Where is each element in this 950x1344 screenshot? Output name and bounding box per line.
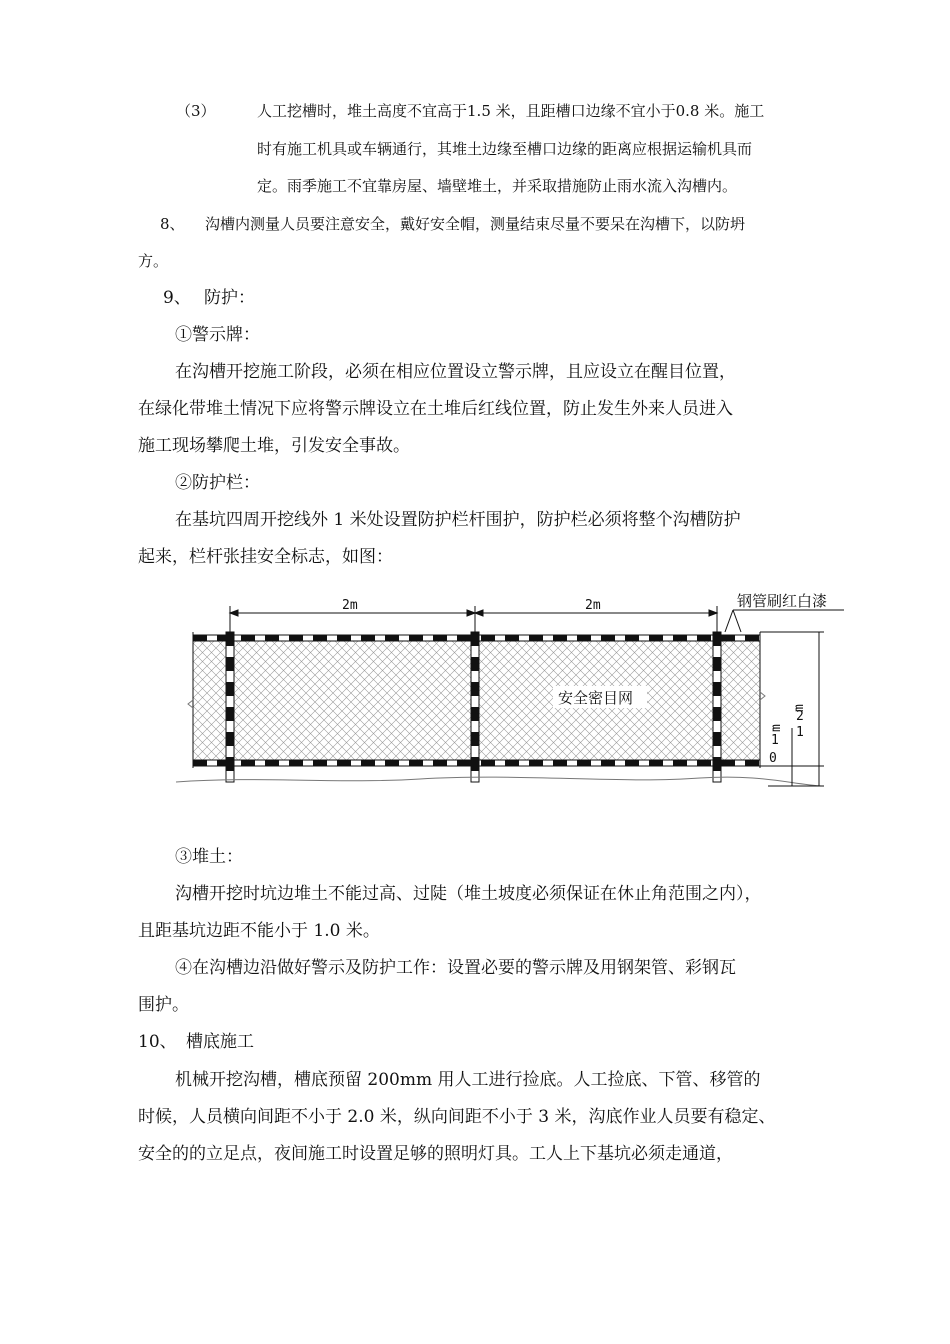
paragraph-line: 定。雨季施工不宜靠房屋、墙壁堆土，并采取措施防止雨水流入沟槽内。 [257,177,738,195]
paragraph-line: 围护。 [138,995,189,1015]
height-digit-upper: 2 [796,709,804,724]
paragraph-line: 施工现场攀爬土堆，引发安全事故。 [138,436,410,456]
paragraph-line: 在绿化带堆土情况下应将警示牌设立在土堆后红线位置，防止发生外来人员进入 [138,399,733,419]
paragraph-line: 安全的的立足点，夜间施工时设置足够的照明灯具。工人上下基坑必须走通道， [138,1144,733,1164]
paragraph-line: 方。 [138,252,169,270]
item-number: 9、 [163,288,191,308]
item-number: （3） [176,102,216,120]
item-number: 10、 [138,1032,177,1052]
subsection-title: ③堆土： [175,847,243,867]
post-right [713,632,721,782]
paragraph-line: 在基坑四周开挖线外 1 米处设置防护栏杆围护，防护栏必须将整个沟槽防护 [175,510,741,530]
paragraph-line: 人工挖槽时，堆土高度不宜高于1.5 米，且距槽口边缘不宜小于0.8 米。施工 [257,102,765,120]
subsection-title: ①警示牌： [175,325,260,345]
span-label-right: 2m [585,598,601,613]
height-digit-upper: 1 [796,725,804,740]
ground-line [176,777,822,786]
item-number: 8、 [160,215,185,233]
section-title: 防护： [204,288,255,308]
dimension-line [230,606,717,632]
pipe-label: 钢管刷红白漆 [737,592,828,610]
post-middle [471,632,479,782]
height-unit-upper: m [792,704,807,712]
paragraph-line: ④在沟槽边沿做好警示及防护工作：设置必要的警示牌及用钢架管、彩钢瓦 [175,958,736,978]
guardrail-figure [0,580,950,810]
height-unit-lower: m [769,724,784,732]
paragraph-line: 机械开挖沟槽，槽底预留 200mm 用人工进行捡底。人工捡底、下管、移管的 [175,1070,761,1090]
paragraph-line: 沟槽开挖时坑边堆土不能过高、过陡（堆土坡度必须保证在休止角范围之内）， [175,884,762,904]
paragraph-line: 沟槽内测量人员要注意安全，戴好安全帽，测量结束尽量不要呆在沟槽下，以防坍 [205,215,746,233]
net-label: 安全密目网 [558,689,634,707]
span-label-left: 2m [342,598,358,613]
height-digit-lower: 1 [771,733,779,748]
section-title: 槽底施工 [186,1032,254,1052]
paragraph-line: 在沟槽开挖施工阶段，必须在相应位置设立警示牌，且应设立在醒目位置， [175,362,736,382]
post-left [226,632,234,782]
subsection-title: ②防护栏： [175,473,260,493]
paragraph-line: 起来，栏杆张挂安全标志，如图： [138,547,393,567]
height-digit-lower: 0 [769,751,777,766]
paragraph-line: 时有施工机具或车辆通行，其堆土边缘至槽口边缘的距离应根据运输机具而 [257,140,753,158]
paragraph-line: 时候，人员横向间距不小于 2.0 米，纵向间距不小于 3 米，沟底作业人员要有稳定、 [138,1107,776,1127]
paragraph-line: 且距基坑边距不能小于 1.0 米。 [138,921,380,941]
